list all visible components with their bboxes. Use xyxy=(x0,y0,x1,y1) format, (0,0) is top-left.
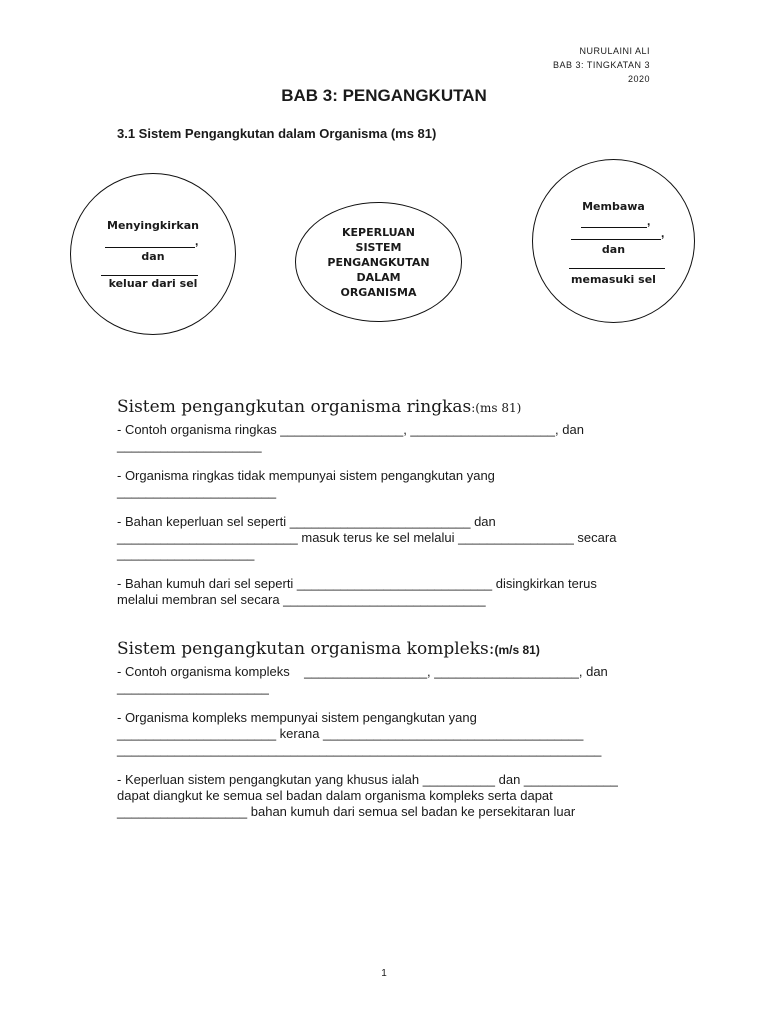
section-simple-ref: :(ms 81) xyxy=(471,401,522,415)
section-subtitle: 3.1 Sistem Pengangkutan dalam Organisma (ms 81) xyxy=(117,126,437,141)
left-circle-line1: Menyingkirkan xyxy=(107,219,199,232)
center-oval xyxy=(295,202,462,322)
page-number: 1 xyxy=(381,968,387,979)
right-circle-blank-1 xyxy=(581,227,647,228)
center-oval-line2: SISTEM xyxy=(355,241,402,254)
left-circle-line2: dan xyxy=(141,250,165,263)
complex-para-3: - Keperluan sistem pengangkutan yang khusus ialah __________ dan _____________ dapat diangkut ke semua sel badan dalam organisma kompleks serta dapat __________________ bahan kumuh dari semua sel badan ke persekitaran luar xyxy=(117,772,618,819)
left-circle-comma: , xyxy=(195,234,199,248)
year: 2020 xyxy=(627,74,650,84)
center-oval-line1: KEPERLUAN xyxy=(341,226,415,239)
left-circle-line3: keluar dari sel xyxy=(108,277,198,290)
simple-para-2: - Organisma ringkas tidak mempunyai sistem pengangkutan yang ______________________ xyxy=(117,468,495,499)
right-circle-comma-1: , xyxy=(647,214,651,228)
section-simple-heading xyxy=(117,397,521,417)
section-complex-ref: (m/s 81) xyxy=(494,643,540,657)
right-circle-blank-3 xyxy=(569,268,665,269)
chapter-form: BAB 3: TINGKATAN 3 xyxy=(552,60,650,70)
right-circle-line1: Membawa xyxy=(582,200,645,213)
left-circle-blank-2 xyxy=(101,275,198,276)
author-name: NURULAINI ALI xyxy=(579,46,650,56)
center-oval-line5: ORGANISMA xyxy=(340,286,417,299)
center-oval-line3: PENGANGKUTAN xyxy=(327,256,430,269)
complex-para-2: - Organisma kompleks mempunyai sistem pengangkutan yang ______________________ kerana ____________________________________ ___________________________________________________________________ xyxy=(117,710,602,757)
left-circle xyxy=(70,173,236,335)
simple-para-3: - Bahan keperluan sel seperti _________________________ dan _________________________ masuk terus ke sel melalui ________________ secara ___________________ xyxy=(117,514,617,561)
right-circle-line3: memasuki sel xyxy=(571,273,656,286)
simple-para-4: - Bahan kumuh dari sel seperti ___________________________ disingkirkan terus melalui membran sel secara ____________________________ xyxy=(117,576,597,607)
right-circle-comma-2: , xyxy=(661,226,665,240)
left-circle-blank-1 xyxy=(105,247,195,248)
section-complex-title: Sistem pengangkutan organisma kompleks: xyxy=(117,639,495,659)
right-circle-line2: dan xyxy=(601,243,626,256)
right-circle-blank-2 xyxy=(571,239,661,240)
center-oval-line4: DALAM xyxy=(356,271,401,284)
complex-para-1: - Contoh organisma kompleks _________________, ____________________, dan _____________________ xyxy=(117,664,608,695)
simple-para-1: - Contoh organisma ringkas _________________, ____________________, dan ____________________ xyxy=(117,422,584,453)
page-title: BAB 3: PENGANGKUTAN xyxy=(281,86,487,105)
section-complex-heading xyxy=(117,639,540,659)
section-simple-title: Sistem pengangkutan organisma ringkas xyxy=(117,397,472,417)
right-circle xyxy=(532,159,695,323)
